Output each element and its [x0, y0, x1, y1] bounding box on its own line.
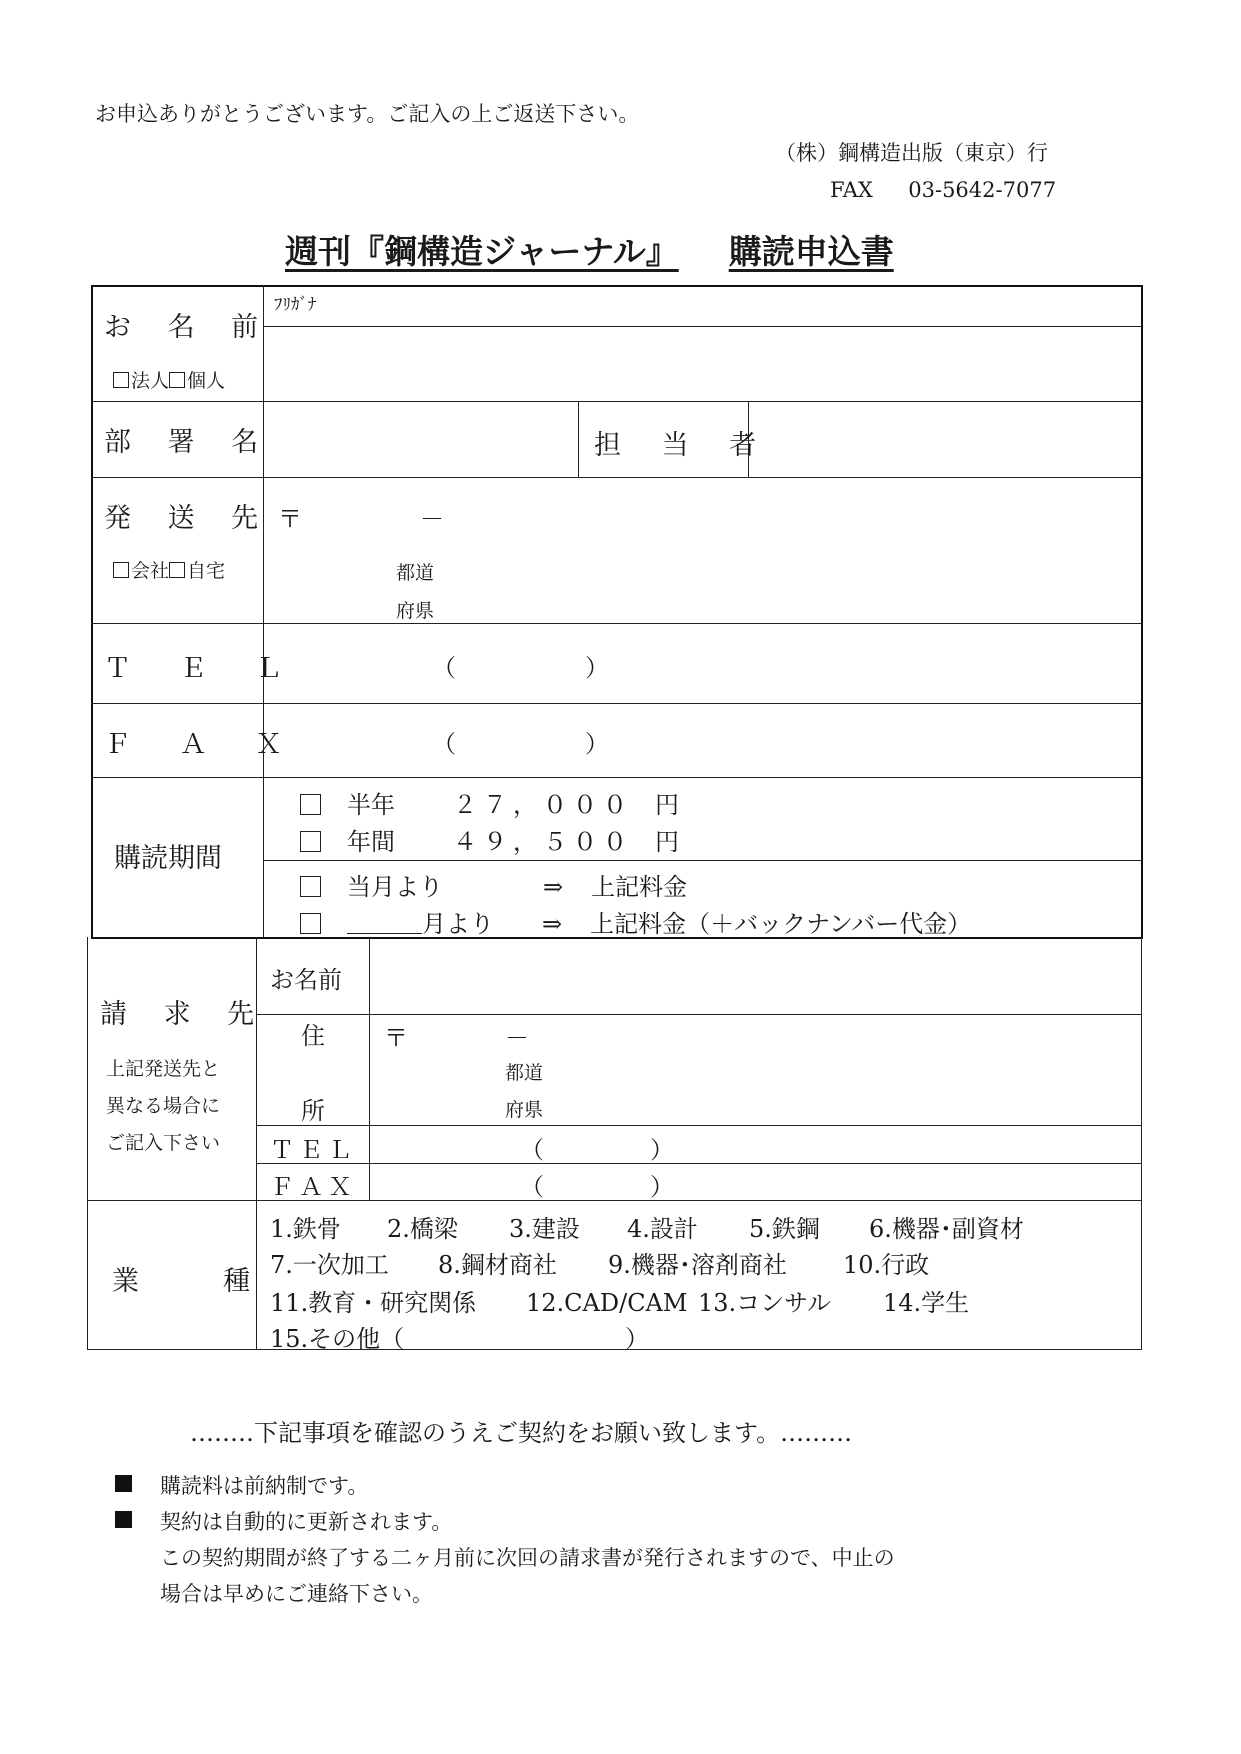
billing-postal-mark: 〒	[384, 1024, 408, 1052]
industry-option[interactable]: 5.鉄鋼	[749, 1215, 820, 1243]
tel-close-paren: ）	[585, 654, 609, 682]
title-main: 週刊『鋼構造ジャーナル』	[285, 232, 679, 271]
plan-unit: 円	[655, 791, 679, 819]
plan-price: ４９，５００	[453, 828, 633, 856]
start-result: 上記料金	[591, 873, 688, 901]
fax-open-paren: （	[432, 730, 456, 758]
fax-label-row: Ｆ Ａ Ｘ	[104, 729, 303, 760]
industry-option[interactable]: 2.橋梁	[387, 1215, 458, 1243]
furigana-label: ﾌﾘｶﾞﾅ	[274, 295, 317, 315]
plan-half-year	[300, 785, 679, 820]
note-auto-renew: 契約は自動的に更新されます。	[160, 1510, 453, 1534]
fax-number: 03-5642-7077	[908, 178, 1057, 202]
billing-note-3: ご記入下さい	[106, 1132, 221, 1154]
industry-option[interactable]: 9.機器･溶剤商社	[608, 1251, 787, 1279]
billing-name-field[interactable]	[372, 940, 1138, 1012]
department-field[interactable]	[266, 403, 576, 475]
title-suffix: 購読申込書	[728, 232, 894, 271]
billing-tel-field[interactable]	[372, 1127, 1138, 1161]
furigana-field[interactable]	[266, 288, 1138, 324]
industry-option[interactable]: 14.学生	[883, 1289, 970, 1317]
start-label: 月より	[422, 910, 494, 938]
note-detail-1: この契約期間が終了する二ヶ月前に次回の請求書が発行されますので、中止の	[160, 1546, 895, 1570]
billing-fax-field[interactable]	[372, 1165, 1138, 1198]
start-current-month	[300, 867, 687, 902]
industry-option[interactable]: 6.機器･副資材	[869, 1215, 1024, 1243]
industry-row-3	[270, 1283, 969, 1318]
plan-unit: 円	[655, 828, 679, 856]
fax-close-paren: ）	[585, 730, 609, 758]
industry-other-option[interactable]: 15.その他（	[270, 1325, 405, 1353]
addressee: （株）鋼構造出版（東京）行	[775, 141, 1048, 165]
billing-tel-close: ）	[650, 1136, 674, 1164]
company-checkbox[interactable]	[113, 562, 129, 578]
industry-label: 業 種	[112, 1266, 261, 1297]
start-specified-month	[300, 904, 971, 939]
department-label: 部 署 名	[104, 427, 273, 458]
company-label: 会社	[131, 560, 170, 582]
ship-to-options	[113, 556, 225, 583]
contact-field[interactable]	[751, 403, 1139, 475]
industry-row-2	[270, 1245, 929, 1280]
industry-row-1	[270, 1209, 1024, 1244]
postal-mark: 〒	[278, 505, 302, 533]
corporate-label: 法人	[131, 370, 170, 392]
billing-postal-dash: －	[505, 1024, 529, 1052]
plan-price: ２７，０００	[453, 791, 633, 819]
start-result: 上記料金（＋バックナンバー代金）	[590, 910, 972, 938]
entity-type-options	[113, 366, 225, 393]
arrow: ⇒	[543, 873, 564, 901]
plan-name: 半年	[347, 791, 395, 819]
tel-open-paren: （	[432, 654, 456, 682]
billing-prefecture-2: 府県	[505, 1099, 544, 1121]
industry-other-close: ）	[625, 1325, 649, 1353]
individual-label: 個人	[187, 370, 226, 392]
month-blank[interactable]	[347, 913, 422, 934]
billing-fax-label: ＦＡＸ	[270, 1173, 357, 1201]
prefecture-label-1: 都道	[396, 562, 435, 584]
note-detail-2: 場合は早めにご連絡下さい。	[160, 1582, 433, 1606]
specified-month-checkbox[interactable]	[300, 913, 321, 934]
name-label: お 名 前	[104, 312, 273, 343]
home-checkbox[interactable]	[169, 562, 185, 578]
billing-label: 請 求 先	[100, 999, 269, 1030]
note-prepaid: 購読料は前納制です。	[160, 1474, 369, 1498]
billing-prefecture-1: 都道	[505, 1062, 544, 1084]
industry-option[interactable]: 10.行政	[843, 1251, 930, 1279]
ship-to-address-field[interactable]	[266, 480, 1138, 620]
ship-to-label: 発 送 先	[104, 503, 273, 534]
bullet-square	[115, 1475, 132, 1492]
industry-option[interactable]: 11.教育・研究関係	[270, 1289, 477, 1317]
industry-option[interactable]: 3.建設	[509, 1215, 580, 1243]
industry-option[interactable]: 7.一次加工	[270, 1251, 389, 1279]
intro-text: お申込ありがとうございます。ご記入の上ご返送下さい。	[95, 102, 640, 126]
industry-option[interactable]: 4.設計	[627, 1215, 698, 1243]
period-label: 購読期間	[114, 843, 222, 874]
billing-note-2: 異なる場合に	[106, 1095, 221, 1117]
arrow: ⇒	[542, 910, 563, 938]
half-year-checkbox[interactable]	[300, 794, 321, 815]
industry-row-4	[270, 1319, 649, 1354]
contact-label: 担 当 者	[594, 430, 773, 461]
postal-dash: －	[420, 505, 444, 533]
billing-fax-open: （	[520, 1173, 544, 1201]
billing-tel-open: （	[520, 1136, 544, 1164]
billing-address-label-2: 所	[301, 1097, 325, 1125]
bullet-square	[115, 1511, 132, 1528]
industry-option[interactable]: 13.コンサル	[698, 1289, 831, 1317]
billing-name-label: お名前	[270, 966, 342, 994]
name-field[interactable]	[266, 328, 1138, 399]
fax-line	[830, 178, 1056, 202]
corporate-checkbox[interactable]	[113, 372, 129, 388]
prefecture-label-2: 府県	[396, 600, 435, 622]
billing-address-field[interactable]	[372, 1017, 1138, 1123]
fax-field[interactable]	[266, 706, 1138, 775]
industry-option[interactable]: 12.CAD/CAM	[526, 1289, 688, 1317]
industry-option[interactable]: 8.鋼材商社	[438, 1251, 557, 1279]
page-title	[285, 226, 894, 273]
start-label: 当月より	[347, 873, 443, 901]
individual-checkbox[interactable]	[169, 372, 185, 388]
billing-address-label-1: 住	[301, 1022, 325, 1050]
billing-note-1: 上記発送先と	[106, 1058, 221, 1080]
billing-fax-close: ）	[650, 1173, 674, 1201]
billing-tel-label: ＴＥＬ	[270, 1136, 357, 1164]
tel-label: Ｔ Ｅ Ｌ	[104, 653, 303, 684]
confirm-text: ……‥下記事項を確認のうえご契約をお願い致します。………	[190, 1419, 853, 1447]
tel-field[interactable]	[266, 626, 1138, 701]
home-label: 自宅	[187, 560, 226, 582]
industry-option[interactable]: 1.鉄骨	[270, 1215, 341, 1243]
plan-name: 年間	[347, 828, 395, 856]
fax-label: FAX	[830, 178, 873, 202]
full-year-checkbox[interactable]	[300, 831, 321, 852]
current-month-checkbox[interactable]	[300, 876, 321, 897]
plan-full-year	[300, 822, 679, 857]
